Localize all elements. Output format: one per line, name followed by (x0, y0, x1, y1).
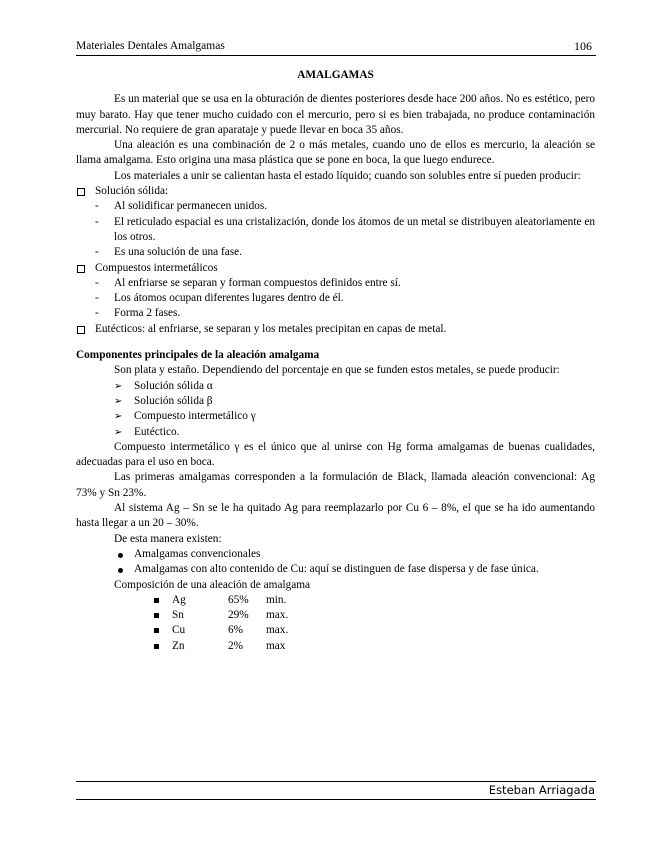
footer-author: Esteban Arriagada (488, 783, 595, 797)
composition-row: Cu 6% max. (76, 623, 595, 638)
document-body (76, 68, 595, 654)
list-item: - El reticulado espacial es una cristalización, donde los átomos de un metal se distribuyen aleatoriamente en los otros. (76, 215, 595, 246)
composition-row: Sn 29% max. (76, 608, 595, 623)
arrow-bullet-icon: ➢ (114, 395, 123, 407)
footer-rule-top (76, 781, 596, 782)
paragraph-gamma: Compuesto intermetálico γ es el único que al unirse con Hg forma amalgamas de buenas cualidades, adecuadas para el uso en boca. (76, 440, 595, 469)
arrow-bullet-icon: ➢ (114, 380, 123, 392)
section-heading: Componentes principales de la aleación amalgama (76, 349, 320, 362)
arrow-bullet-icon: ➢ (114, 426, 123, 438)
list-item: - Forma 2 fases. (76, 306, 595, 321)
list-item: - Los átomos ocupan diferentes lugares dentro de él. (76, 291, 595, 306)
header-title: Materiales Dentales Amalgamas (76, 40, 225, 52)
paragraph-ag-sn: Al sistema Ag – Sn se le ha quitado Ag para reemplazarlo por Cu 6 – 8%, el que se ha ido aumentando hasta llegar a un 20 – 30%. (76, 502, 595, 530)
kind-item: Amalgamas con alto contenido de Cu: aquí se distinguen de fase dispersa y de fase única. (76, 562, 595, 577)
type-eutectic: Eutécticos: al enfriarse, se separan y los metales precipitan en capas de metal. (76, 322, 595, 337)
paragraph-exist: De esta manera existen: (114, 532, 222, 545)
composition-title: Composición de una aleación de amalgama (114, 578, 311, 591)
phase-item: ➢ Eutéctico. (76, 425, 595, 440)
section-intro: Son plata y estaño. Dependiendo del porcentaje en que se funden estos metales, se puede producir: (114, 364, 560, 377)
intro-paragraph-1: Es un material que se usa en la obturación de dientes posteriores desde hace 200 años. No es estético, pero muy barato. Hay que tener mucho cuidado con el mercurio, pero si es bien trabajada, no produce contaminación mercurial. No requiere de gran aparataje y puede llevar en boca 35 años. (76, 93, 595, 136)
list-item: - Es una solución de una fase. (76, 245, 595, 260)
kind-item: Amalgamas convencionales (76, 547, 595, 562)
page-number: 106 (574, 39, 592, 53)
phase-item: ➢ Compuesto intermetálico γ (76, 409, 595, 424)
type-solid-solution: Solución sólida: (76, 184, 595, 199)
phase-item: ➢ Solución sólida β (76, 394, 595, 409)
list-item: - Al enfriarse se separan y forman compuestos definidos entre sí. (76, 276, 595, 291)
arrow-bullet-icon: ➢ (114, 411, 123, 423)
intro-paragraph-3: Los materiales a unir se calientan hasta el estado líquido; cuando son solubles entre sí pueden producir: (114, 169, 581, 182)
document-title: AMALGAMAS (297, 69, 374, 81)
footer-rule-bottom (76, 799, 596, 800)
list-item: - Al solidificar permanecen unidos. (76, 199, 595, 214)
phase-item: ➢ Solución sólida α (76, 379, 595, 394)
paragraph-black: Las primeras amalgamas corresponden a la formulación de Black, llamada aleación convencional: Ag 73% y Sn 23%. (76, 471, 595, 499)
composition-row: Zn 2% max (76, 639, 595, 654)
intro-paragraph-2: Una aleación es una combinación de 2 o más metales, cuando uno de ellos es mercurio, la aleación se llama amalgama. Esto origina una masa plástica que se pone en boca, la que luego endurece. (76, 139, 595, 167)
page-header (76, 38, 596, 56)
composition-row: Ag 65% min. (76, 593, 595, 608)
type-intermetallic: Compuestos intermetálicos (76, 261, 595, 276)
